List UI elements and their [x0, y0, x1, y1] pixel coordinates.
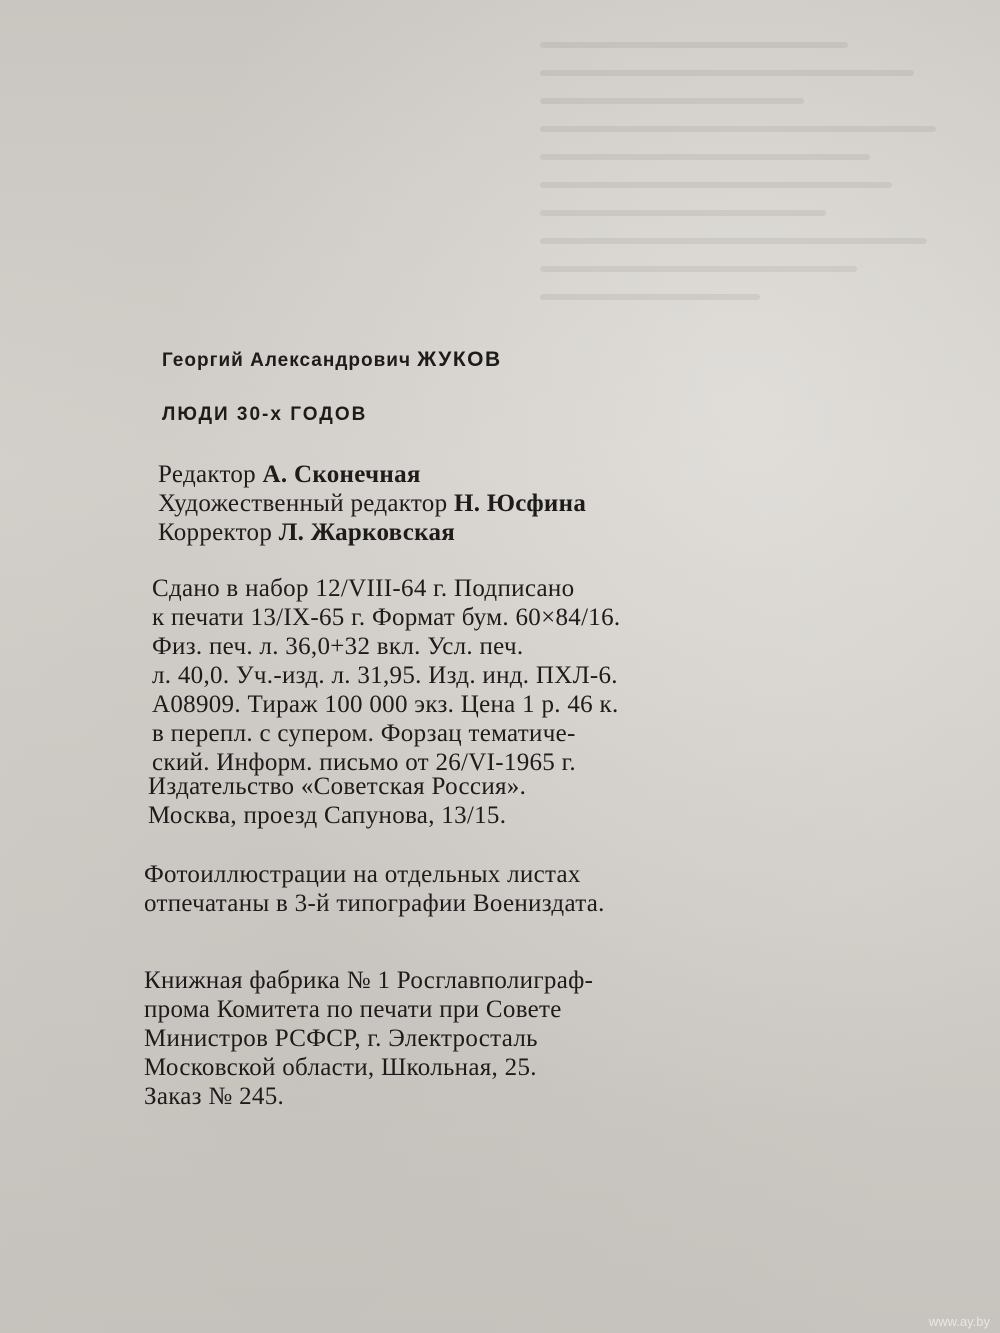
site-watermark: www.ay.by: [928, 1314, 990, 1329]
photo-credits-line: Фотоиллюстрации на отдельных листах: [144, 861, 581, 888]
imprint-block: [152, 574, 620, 777]
imprint-line: л. 40,0. Уч.-изд. л. 31,95. Изд. инд. ПХЛ-6.: [152, 662, 618, 689]
show-through-text: [540, 20, 980, 380]
printing-house-line: Министров РСФСР, г. Электросталь: [144, 1025, 538, 1052]
art-editor-name: Н. Юсфина: [453, 490, 587, 517]
author-line: [162, 348, 502, 372]
editors-block: [158, 460, 586, 547]
imprint-line: Сдано в набор 12/VIII-64 г. Подписано: [152, 575, 575, 602]
imprint-line: в перепл. с супером. Форзац тематиче-: [152, 720, 576, 747]
imprint-line: А08909. Тираж 100 000 экз. Цена 1 р. 46 к.: [152, 691, 619, 718]
publisher-line: Москва, проезд Сапунова, 13/15.: [148, 802, 507, 829]
publisher-block: [148, 772, 526, 830]
printing-house-line: Заказ № 245.: [144, 1083, 285, 1110]
printing-house-block: [144, 966, 593, 1111]
printing-house-line: Книжная фабрика № 1 Росглавполиграф-: [144, 967, 594, 994]
editor-line: [158, 460, 586, 489]
editor-name: А. Сконечная: [262, 461, 421, 488]
imprint-line: Физ. печ. л. 36,0+32 вкл. Усл. печ.: [152, 633, 524, 660]
imprint-line: ский. Информ. письмо от 26/VI-1965 г.: [152, 749, 576, 776]
book-title: ЛЮДИ 30-х ГОДОВ: [162, 404, 368, 425]
printing-house-line: Московской области, Школьная, 25.: [144, 1054, 537, 1081]
printing-house-line: прома Комитета по печати при Совете: [144, 996, 562, 1023]
photo-credits-line: отпечатаны в 3-й типографии Воениздата.: [144, 890, 605, 917]
publisher-line: Издательство «Советская Россия».: [148, 773, 527, 800]
author-name: Георгий Александрович: [162, 350, 412, 371]
art-editor-role: Художественный редактор: [158, 490, 448, 517]
author-surname: ЖУКОВ: [417, 348, 502, 371]
proofreader-role: Корректор: [158, 519, 273, 546]
art-editor-line: [158, 489, 586, 518]
imprint-line: к печати 13/IX-65 г. Формат бум. 60×84/16.: [152, 604, 621, 631]
proofreader-line: [158, 518, 586, 547]
proofreader-name: Л. Жарковская: [278, 519, 456, 546]
photo-credits-block: [144, 860, 605, 918]
editor-role: Редактор: [158, 461, 256, 488]
